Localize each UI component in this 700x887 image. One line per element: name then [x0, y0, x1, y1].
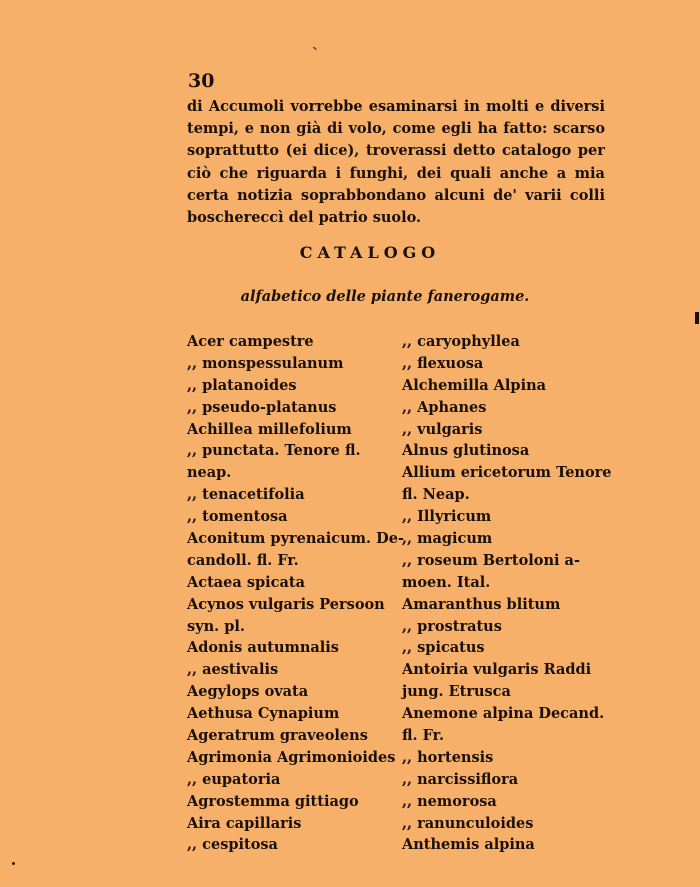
right-catalog-entry: Alnus glutinosa: [402, 442, 530, 460]
intro-word: a: [556, 164, 567, 182]
right-catalog-entry: ,, nemorosa: [402, 792, 497, 810]
right-catalog-entry: ,, vulgaris: [402, 420, 483, 438]
intro-word: notizia: [237, 186, 293, 204]
intro-word: quali: [450, 164, 492, 182]
intro-word: volo,: [348, 120, 387, 138]
left-catalog-entry: Adonis autumnalis: [187, 639, 339, 657]
intro-word: boschereccì: [187, 209, 289, 227]
edge-mark: [695, 312, 699, 324]
right-column: [402, 331, 612, 856]
intro-word: dice),: [313, 142, 360, 160]
intro-line: [187, 163, 605, 185]
intro-word: di: [187, 98, 203, 115]
left-column: [187, 331, 402, 856]
intro-word: che: [219, 164, 249, 182]
left-catalog-entry: candoll. fl. Fr.: [187, 551, 299, 569]
right-catalog-entry: fl. Neap.: [402, 486, 470, 504]
intro-word: i: [335, 164, 342, 182]
intro-word: ciò: [187, 164, 212, 182]
left-catalog-entry: syn. pl.: [187, 617, 245, 635]
intro-word: varii: [525, 186, 562, 204]
intro-word: per: [577, 142, 605, 160]
right-catalog-entry: Amaranthus blitum: [402, 595, 561, 613]
ink-speck: [12, 862, 15, 865]
right-catalog-entry: Anthemis alpina: [402, 836, 535, 854]
intro-word: detto: [453, 142, 496, 160]
intro-word: suolo.: [372, 209, 422, 227]
left-catalog-entry: ,, tomentosa: [187, 508, 288, 526]
right-catalog-entry: Anemone alpina Decand.: [402, 705, 605, 723]
page-mark: ˎ: [312, 30, 318, 51]
right-catalog-entry: ,, hortensis: [402, 748, 494, 766]
intro-line: [187, 185, 605, 207]
intro-word: come: [392, 120, 436, 138]
left-catalog-entry: ,, eupatoria: [187, 770, 281, 788]
right-catalog-entry: ,, caryophyllea: [402, 333, 520, 350]
right-catalog-entry: ,, spicatus: [402, 639, 485, 657]
left-catalog-entry: Aegylops ovata: [187, 683, 309, 701]
intro-word: patrio: [318, 209, 373, 227]
intro-word: e: [534, 98, 545, 115]
left-catalog-entry: Agrostemma gittiago: [187, 792, 359, 810]
left-catalog-entry: Aira capillaris: [187, 814, 302, 832]
intro-word: soprabbondano: [300, 186, 427, 204]
intro-word: in: [463, 98, 480, 115]
right-catalog-entry: ,, magicum: [402, 530, 493, 548]
intro-line: [187, 207, 605, 229]
right-catalog-entry: ,, ranunculoides: [402, 814, 534, 832]
intro-word: anche: [499, 164, 549, 182]
right-catalog-entry: ,, narcissiflora: [402, 770, 519, 788]
catalog-subtitle: alfabetico delle piante fanerogame.: [240, 288, 530, 305]
intro-word: dei: [416, 164, 442, 182]
intro-word: vorrebbe: [290, 98, 363, 115]
left-catalog-entry: ,, monspessulanum: [187, 354, 344, 372]
right-catalog-entry: ,, prostratus: [402, 617, 502, 635]
left-catalog-entry: Acynos vulgaris Persoon: [187, 595, 385, 613]
catalog-title: CATALOGO: [299, 243, 441, 262]
intro-word: certa: [187, 186, 229, 204]
intro-word: funghi,: [349, 164, 409, 182]
intro-word: già: [296, 120, 322, 138]
intro-word: ha: [477, 120, 498, 138]
right-catalog-entry: moen. Ital.: [402, 573, 491, 591]
left-catalog-entry: Acer campestre: [187, 333, 314, 350]
intro-word: diversi: [550, 98, 605, 115]
left-catalog-entry: ,, aestivalis: [187, 661, 279, 679]
left-catalog-entry: Aconitum pyrenaicum. De-: [187, 530, 404, 548]
right-catalog-entry: ,, roseum Bertoloni a-: [402, 551, 580, 569]
intro-word: tempi,: [187, 120, 239, 138]
intro-line: [187, 118, 605, 140]
intro-word: catalogo: [502, 142, 572, 160]
left-catalog-entry: Aethusa Cynapium: [187, 705, 340, 723]
right-catalog-entry: Alchemilla Alpina: [402, 376, 547, 394]
intro-word: egli: [441, 120, 472, 138]
intro-word: colli: [569, 186, 605, 204]
intro-word: di: [327, 120, 343, 138]
left-catalog-entry: Agrimonia Agrimonioides: [187, 748, 396, 766]
right-catalog-entry: ,, Illyricum: [402, 508, 492, 526]
left-catalog-entry: neap.: [187, 464, 232, 482]
intro-word: soprattutto: [187, 142, 280, 160]
intro-word: de': [493, 186, 517, 204]
left-catalog-entry: ,, punctata. Tenore fl.: [187, 442, 361, 460]
intro-word: mia: [574, 164, 605, 182]
left-catalog-entry: ,, cespitosa: [187, 836, 278, 854]
intro-word: del: [288, 209, 319, 227]
intro-word: Accumoli: [208, 98, 285, 115]
right-catalog-entry: Allium ericetorum Tenore: [402, 464, 612, 482]
left-catalog-entry: ,, tenacetifolia: [187, 486, 305, 504]
intro-word: non: [259, 120, 291, 138]
right-catalog-entry: fl. Fr.: [402, 727, 445, 745]
right-catalog-entry: ,, flexuosa: [402, 354, 484, 372]
intro-line: [187, 140, 605, 162]
intro-paragraph: [187, 96, 605, 229]
intro-word: esaminarsi: [368, 98, 458, 115]
intro-word: e: [244, 120, 254, 138]
intro-word: scarso: [553, 120, 605, 138]
right-catalog-entry: ,, Aphanes: [402, 398, 487, 416]
left-catalog-entry: Achillea millefolium: [187, 420, 352, 438]
left-catalog-entry: Ageratrum graveolens: [187, 727, 368, 745]
intro-word: fatto:: [503, 120, 548, 138]
left-catalog-entry: Actaea spicata: [187, 573, 305, 591]
right-catalog-entry: jung. Etrusca: [402, 683, 511, 701]
right-catalog-entry: Antoiria vulgaris Raddi: [402, 661, 592, 679]
left-catalog-entry: ,, platanoides: [187, 376, 297, 394]
intro-word: troverassi: [365, 142, 447, 160]
intro-word: alcuni: [434, 186, 485, 204]
intro-line: [187, 96, 605, 118]
intro-word: (ei: [285, 142, 308, 160]
page-number: 30: [188, 70, 215, 92]
intro-word: molti: [486, 98, 529, 115]
left-catalog-entry: ,, pseudo-platanus: [187, 398, 337, 416]
intro-word: riguarda: [256, 164, 328, 182]
